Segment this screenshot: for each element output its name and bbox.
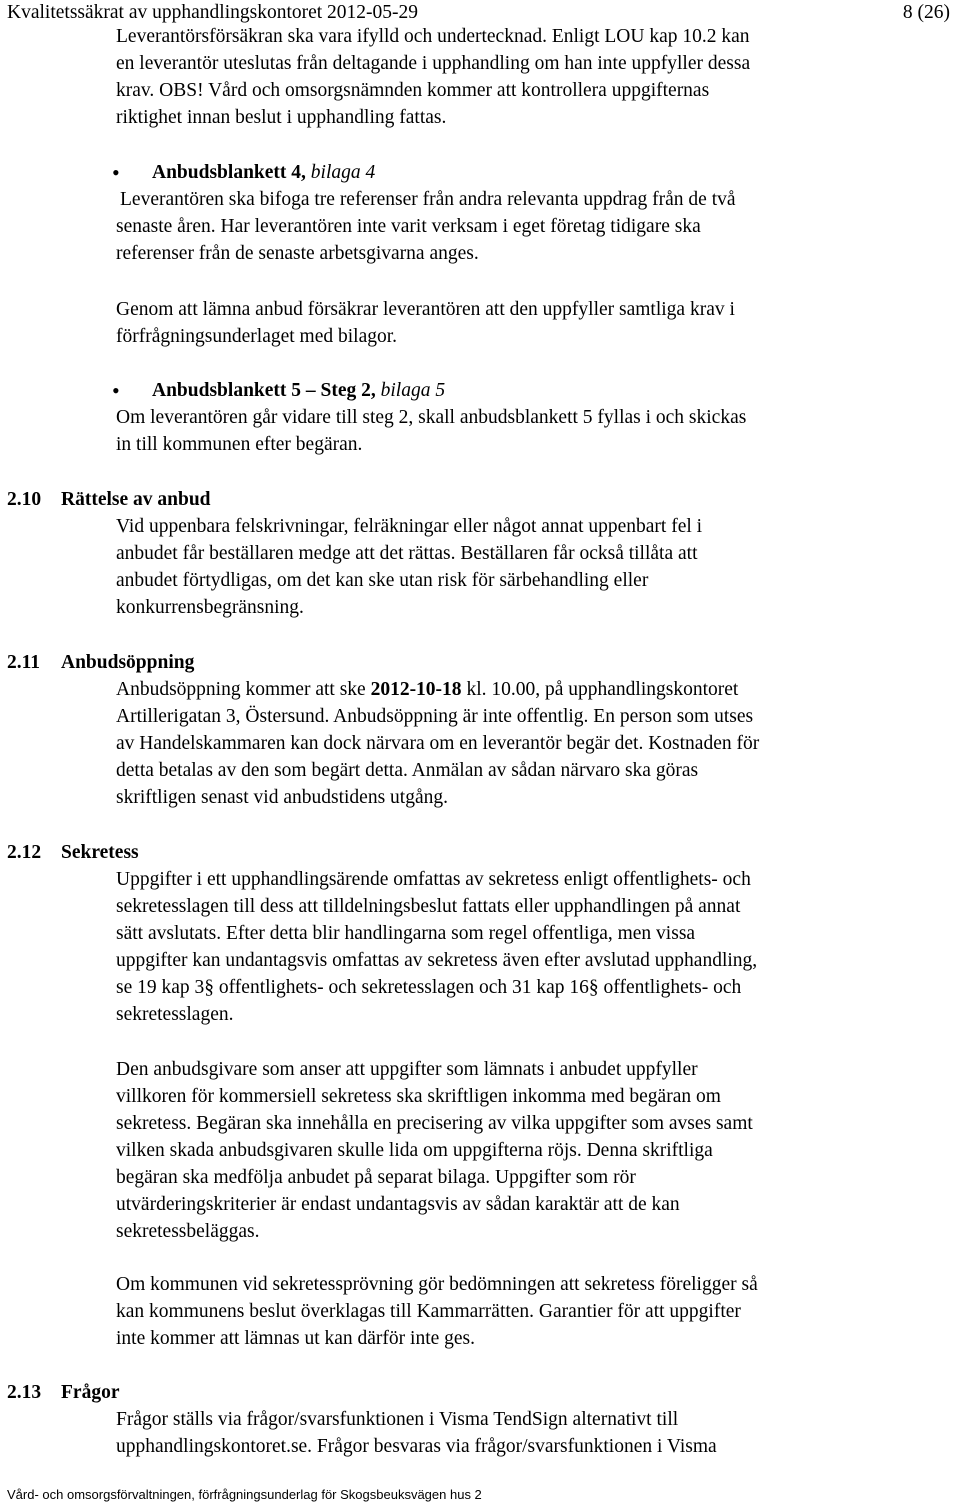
sec212-para2-line: villkoren för kommersiell sekretess ska skriftligen inkomma med begäran om	[116, 1086, 721, 1107]
bullet4-line: referenser från de senaste arbetsgivarna anges.	[116, 243, 479, 264]
sec210-line: konkurrensbegränsning.	[116, 597, 304, 618]
page-number: 8 (26)	[902, 2, 950, 23]
sec210-line: anbudet får beställaren medge att det rättas. Beställaren får också tillåta att	[116, 543, 698, 564]
bullet4-line: senaste åren. Har leverantören inte varit verksam i eget företag tidigare ska	[116, 216, 701, 237]
sec212-para1-line: se 19 kap 3§ offentlighets- och sekretesslagen och 31 kap 16§ offentlighets- och	[116, 977, 742, 998]
document-header-title: Kvalitetssäkrat av upphandlingskontoret 2012-05-29	[7, 2, 419, 23]
bullet-heading-italic: bilaga 5	[380, 380, 446, 401]
sec212-para2-line: begäran ska medfölja anbudet på separat bilaga. Uppgifter som rör	[116, 1167, 636, 1188]
sec211-line1-post: kl. 10.00, på upphandlingskontoret	[461, 679, 739, 700]
section-title: Rättelse av anbud	[61, 489, 211, 510]
bullet-marker: •	[112, 378, 120, 403]
intro-line: en leverantör uteslutas från deltagande i upphandling om han inte uppfyller dessa	[116, 53, 751, 74]
section-number: 2.10	[7, 489, 42, 510]
opening-date: 2012-10-18	[370, 679, 462, 700]
document-footer: Vård- och omsorgsförvaltningen, förfrågningsunderlag för Skogsbeuksvägen hus 2	[7, 1487, 482, 1502]
bullet4-para2-line: Genom att lämna anbud försäkrar leverantören att den uppfyller samtliga krav i	[116, 299, 735, 320]
sec212-para3-line: kan kommunens beslut överklagas till Kammarrätten. Garantier för att uppgifter	[116, 1301, 741, 1322]
sec211-line: skriftligen senast vid anbudstidens utgång.	[116, 787, 448, 808]
intro-line: Leverantörsförsäkran ska vara ifylld och undertecknad. Enligt LOU kap 10.2 kan	[116, 26, 750, 47]
sec211-line: Artillerigatan 3, Östersund. Anbudsöppning är inte offentlig. En person som utses	[116, 706, 754, 727]
section-number: 2.12	[7, 842, 42, 863]
sec212-para2-line: sekretess. Begäran ska innehålla en precisering av vilka uppgifter som avses samt	[116, 1113, 753, 1134]
sec211-line	[116, 677, 738, 703]
intro-line: krav. OBS! Vård och omsorgsnämnden kommer att kontrollera uppgifternas	[116, 80, 710, 101]
bullet-heading-bold: Anbudsblankett 5 – Steg 2,	[152, 380, 376, 401]
sec212-para2-line: sekretessbeläggas.	[116, 1221, 260, 1242]
intro-line: riktighet innan beslut i upphandling fattas.	[116, 107, 447, 128]
sec212-para2-line: vilken skada anbudsgivaren skulle lida om uppgifterna röjs. Denna skriftliga	[116, 1140, 713, 1161]
sec212-para1-line: sätt avslutats. Efter detta blir handlingarna som regel offentliga, men vissa	[116, 923, 696, 944]
bullet-heading-anbudsblankett-4	[152, 160, 375, 186]
bullet4-line: Leverantören ska bifoga tre referenser från andra relevanta uppdrag från de två	[120, 189, 736, 210]
sec210-line: anbudet förtydligas, om det kan ske utan risk för särbehandling eller	[116, 570, 649, 591]
sec211-line: av Handelskammaren kan dock närvara om en leverantör begär det. Kostnaden för	[116, 733, 760, 754]
bullet-marker: •	[112, 160, 120, 185]
section-title: Anbudsöppning	[61, 652, 195, 673]
sec213-line: Frågor ställs via frågor/svarsfunktionen i Visma TendSign alternativt till	[116, 1409, 679, 1430]
sec212-para3-line: inte kommer att lämnas ut kan därför inte ges.	[116, 1328, 476, 1349]
section-number: 2.11	[7, 652, 41, 673]
sec213-line: upphandlingskontoret.se. Frågor besvaras via frågor/svarsfunktionen i Visma	[116, 1436, 717, 1457]
section-title: Frågor	[61, 1382, 120, 1403]
section-title: Sekretess	[61, 842, 139, 863]
bullet5-line: in till kommunen efter begäran.	[116, 434, 363, 455]
section-number: 2.13	[7, 1382, 42, 1403]
sec212-para1-line: sekretesslagen till dess att tilldelningsbeslut fattats eller upphandlingen på annat	[116, 896, 741, 917]
sec212-para2-line: utvärderingskriterier är endast undantagsvis av sådan karaktär att de kan	[116, 1194, 680, 1215]
sec212-para3-line: Om kommunen vid sekretessprövning gör bedömningen att sekretess föreligger så	[116, 1274, 758, 1295]
sec212-para2-line: Den anbudsgivare som anser att uppgifter som lämnats i anbudet uppfyller	[116, 1059, 698, 1080]
bullet4-para2-line: förfrågningsunderlaget med bilagor.	[116, 326, 398, 347]
bullet-heading-italic: bilaga 4	[310, 162, 376, 183]
sec211-line: detta betalas av den som begärt detta. Anmälan av sådan närvaro ska göras	[116, 760, 699, 781]
sec212-para1-line: uppgifter kan undantagsvis omfattas av sekretess även efter avslutad upphandling,	[116, 950, 758, 971]
sec212-para1-line: sekretesslagen.	[116, 1004, 234, 1025]
bullet-heading-anbudsblankett-5	[152, 378, 445, 404]
sec212-para1-line: Uppgifter i ett upphandlingsärende omfattas av sekretess enligt offentlighets- och	[116, 869, 751, 890]
sec210-line: Vid uppenbara felskrivningar, felräkningar eller något annat uppenbart fel i	[116, 516, 703, 537]
bullet-heading-bold: Anbudsblankett 4,	[152, 162, 306, 183]
bullet5-line: Om leverantören går vidare till steg 2, skall anbudsblankett 5 fyllas i och skickas	[116, 407, 747, 428]
sec211-line1-pre: Anbudsöppning kommer att ske	[116, 679, 371, 700]
